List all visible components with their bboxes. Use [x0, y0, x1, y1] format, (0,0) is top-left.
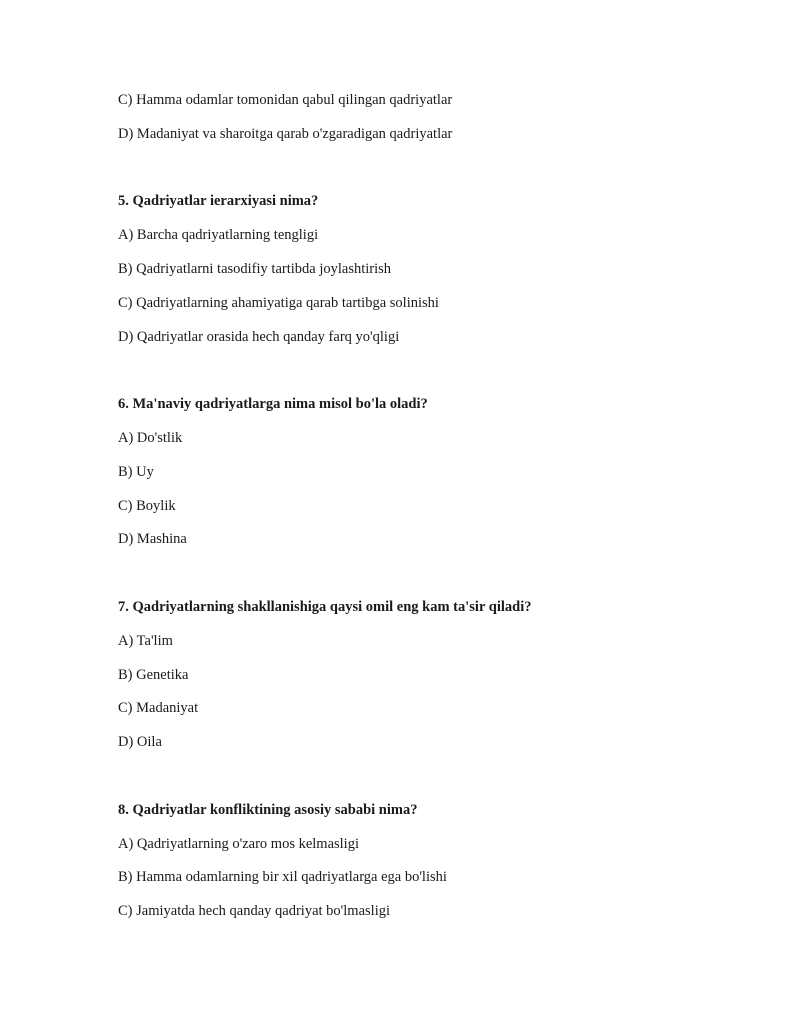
answer-option: C) Madaniyat	[118, 700, 199, 717]
document-page	[118, 90, 758, 935]
answer-option: A) Barcha qadriyatlarning tengligi	[118, 227, 319, 244]
answer-option: D) Mashina	[118, 531, 187, 548]
answer-option: D) Madaniyat va sharoitga qarab o'zgaradigan qadriyatlar	[118, 125, 453, 142]
answer-option: C) Qadriyatlarning ahamiyatiga qarab tartibga solinishi	[118, 294, 439, 311]
answer-option: A) Qadriyatlarning o'zaro mos kelmasligi	[118, 835, 359, 852]
question-title: 5. Qadriyatlar ierarxiyasi nima?	[118, 193, 319, 210]
answer-option: B) Qadriyatlarni tasodifiy tartibda joylashtirish	[118, 260, 392, 277]
spacer	[118, 563, 758, 597]
answer-option: A) Do'stlik	[118, 429, 183, 446]
answer-option: D) Oila	[118, 734, 162, 751]
spacer	[118, 360, 758, 394]
question-block-7	[118, 597, 758, 766]
answer-option: B) Hamma odamlarning bir xil qadriyatlarga ega bo'lishi	[118, 869, 447, 886]
question-block-8	[118, 800, 758, 935]
question-title: 7. Qadriyatlarning shakllanishiga qaysi omil eng kam ta'sir qiladi?	[118, 598, 532, 615]
question-block-6	[118, 394, 758, 563]
answer-option: C) Hamma odamlar tomonidan qabul qilingan qadriyatlar	[118, 92, 453, 108]
answer-option: B) Genetika	[118, 666, 189, 683]
answer-option: B) Uy	[118, 463, 154, 480]
lead-options	[118, 90, 758, 158]
question-title: 6. Ma'naviy qadriyatlarga nima misol bo'la oladi?	[118, 396, 428, 413]
question-block-5	[118, 191, 758, 360]
spacer	[118, 158, 758, 192]
question-title: 8. Qadriyatlar konfliktining asosiy sababi nima?	[118, 801, 418, 818]
answer-option: C) Boylik	[118, 497, 176, 514]
spacer	[118, 766, 758, 800]
answer-option: C) Jamiyatda hech qanday qadriyat bo'lmasligi	[118, 903, 390, 920]
answer-option: A) Ta'lim	[118, 632, 173, 649]
answer-option: D) Qadriyatlar orasida hech qanday farq yo'qligi	[118, 328, 400, 345]
